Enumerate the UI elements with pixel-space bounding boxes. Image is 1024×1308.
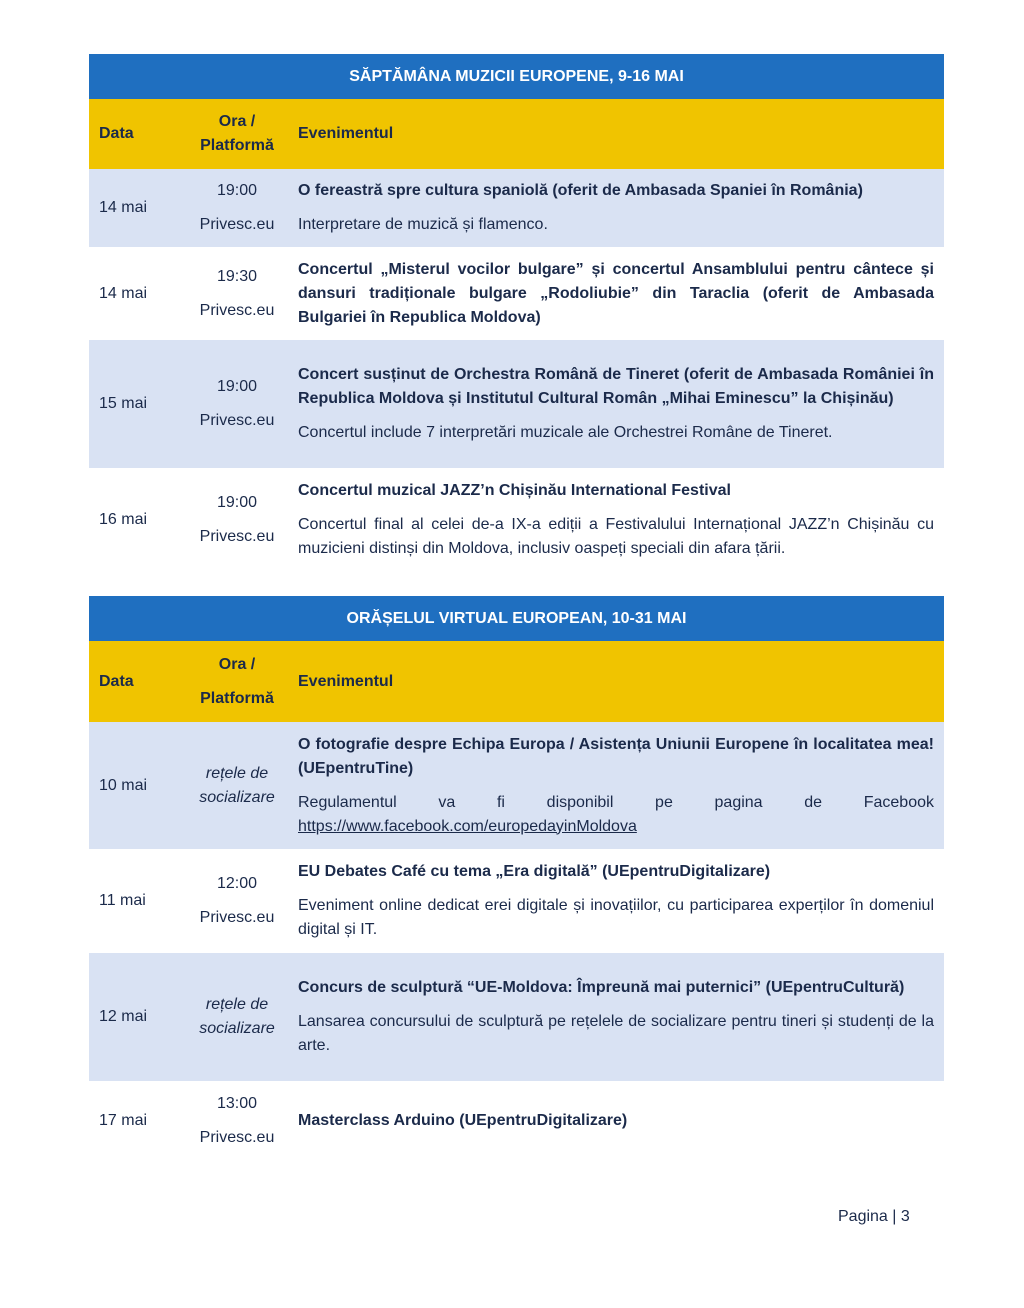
event-title: Concert susținut de Orchestra Română de Tineret (oferit de Ambasada României în Republica Moldova și Institutul Cultural Român „Mihai Eminescu” la Chișinău) (298, 366, 934, 407)
table-title (89, 54, 944, 99)
table-header (89, 641, 944, 722)
page-label: Pagina (838, 1208, 888, 1225)
header-platform-label: Platformă (200, 137, 274, 154)
row-time-platform (187, 1087, 287, 1155)
facebook-link[interactable]: https://www.facebook.com/europedayinMoldova (298, 817, 637, 835)
header-time-label: Ora / (218, 113, 256, 130)
event-description: Concertul final al celei de-a IX-a ediții a Festivalului Internațional JAZZ’n Chișinău cu muzicieni distinși din Moldova, inclusiv oaspeți speciali din afara țării. (298, 516, 934, 557)
header-time-platform (187, 110, 287, 158)
row-platform-line1: rețele de (205, 996, 269, 1013)
table-title-text: SĂPTĂMÂNA MUZICII EUROPENE, 9-16 MAI (349, 67, 684, 85)
header-platform-label: Platformă (200, 689, 274, 707)
table-row (89, 340, 944, 468)
row-platform-line2: socializare (199, 788, 275, 806)
music-week-table (89, 54, 944, 572)
table-header (89, 99, 944, 169)
page-number: 3 (900, 1208, 910, 1225)
table-row (89, 468, 944, 572)
header-time-platform (187, 648, 287, 716)
row-event (287, 479, 944, 561)
row-time: 19:00 (216, 494, 258, 511)
table-row (89, 247, 944, 340)
table-row (89, 849, 944, 953)
row-time: 19:00 (216, 378, 258, 395)
row-platform: Privesc.eu (199, 412, 275, 429)
row-date: 14 mai (99, 199, 148, 216)
row-platform (187, 762, 287, 810)
table-row (89, 169, 944, 247)
event-title: O fotografie despre Echipa Europa / Asistența Uniunii Europene în localitatea mea! (UEpentruTine) (298, 735, 934, 777)
row-event (287, 258, 944, 330)
event-description: Interpretare de muzică și flamenco. (298, 216, 548, 233)
event-description: Eveniment online dedicat erei digitale și inovațiilor, cu participarea experților în domeniul digital și IT. (298, 897, 934, 938)
row-time-platform (187, 867, 287, 935)
row-platform: Privesc.eu (199, 216, 275, 233)
event-description: Concertul include 7 interpretări muzicale ale Orchestrei Române de Tineret. (298, 424, 833, 441)
row-event (287, 1109, 944, 1133)
header-date: Data (99, 672, 134, 690)
row-time: 12:00 (216, 875, 258, 892)
row-date: 15 mai (99, 395, 148, 412)
header-event: Evenimentul (298, 672, 394, 690)
row-platform: Privesc.eu (199, 1129, 275, 1146)
row-event (287, 976, 944, 1058)
row-date: 14 mai (99, 284, 148, 302)
row-event (287, 363, 944, 445)
table-row (89, 953, 944, 1081)
row-platform-line2: socializare (199, 1020, 275, 1037)
row-date: 11 mai (99, 892, 146, 909)
row-time-platform (187, 260, 287, 328)
event-description: Lansarea concursului de sculptură pe rețelele de socializare pentru tineri și studenți de la arte. (298, 1013, 934, 1054)
event-title: Concurs de sculptură “UE-Moldova: Împreună mai puternici” (UEpentruCultură) (298, 979, 905, 996)
row-platform: Privesc.eu (199, 909, 275, 926)
table-row (89, 722, 944, 849)
event-title: Concertul muzical JAZZ’n Chișinău International Festival (298, 482, 731, 499)
event-description: Regulamentul va fi disponibil pe pagina de Facebook (298, 793, 934, 811)
row-platform: Privesc.eu (199, 301, 275, 319)
virtual-town-table (89, 596, 944, 1161)
row-date: 16 mai (99, 511, 148, 528)
table-title (89, 596, 944, 641)
event-title: Concertul „Misterul vocilor bulgare” și concertul Ansamblului pentru cântece și dansuri tradiționale bulgare „Rodoliubie” din Taraclia (oferit de Ambasada Bulgariei în Republica Moldova) (298, 260, 934, 326)
event-title: EU Debates Café cu tema „Era digitală” (UEpentruDigitalizare) (298, 863, 771, 880)
header-date: Data (99, 125, 134, 142)
header-time-label: Ora / (218, 655, 256, 673)
row-platform: Privesc.eu (199, 528, 275, 545)
page-footer (838, 1208, 910, 1226)
row-time-platform (187, 174, 287, 242)
event-title: Masterclass Arduino (UEpentruDigitalizare) (298, 1112, 628, 1129)
row-time: 19:00 (216, 182, 258, 199)
page-separator: | (892, 1208, 897, 1225)
table-title-text: ORĂȘELUL VIRTUAL EUROPEAN, 10-31 MAI (346, 609, 687, 627)
row-time-platform (187, 486, 287, 554)
row-date: 12 mai (99, 1008, 148, 1025)
header-event: Evenimentul (298, 125, 394, 142)
table-row (89, 1081, 944, 1161)
row-event (287, 733, 944, 839)
row-platform (187, 993, 287, 1041)
row-date: 17 mai (99, 1112, 148, 1129)
row-time: 13:00 (216, 1095, 258, 1112)
row-platform-line1: rețele de (205, 764, 269, 782)
row-event (287, 179, 944, 237)
row-event (287, 860, 944, 942)
event-title: O fereastră spre cultura spaniolă (oferit de Ambasada Spaniei în România) (298, 182, 863, 199)
row-time: 19:30 (216, 267, 258, 285)
row-date: 10 mai (99, 776, 148, 794)
row-time-platform (187, 370, 287, 438)
